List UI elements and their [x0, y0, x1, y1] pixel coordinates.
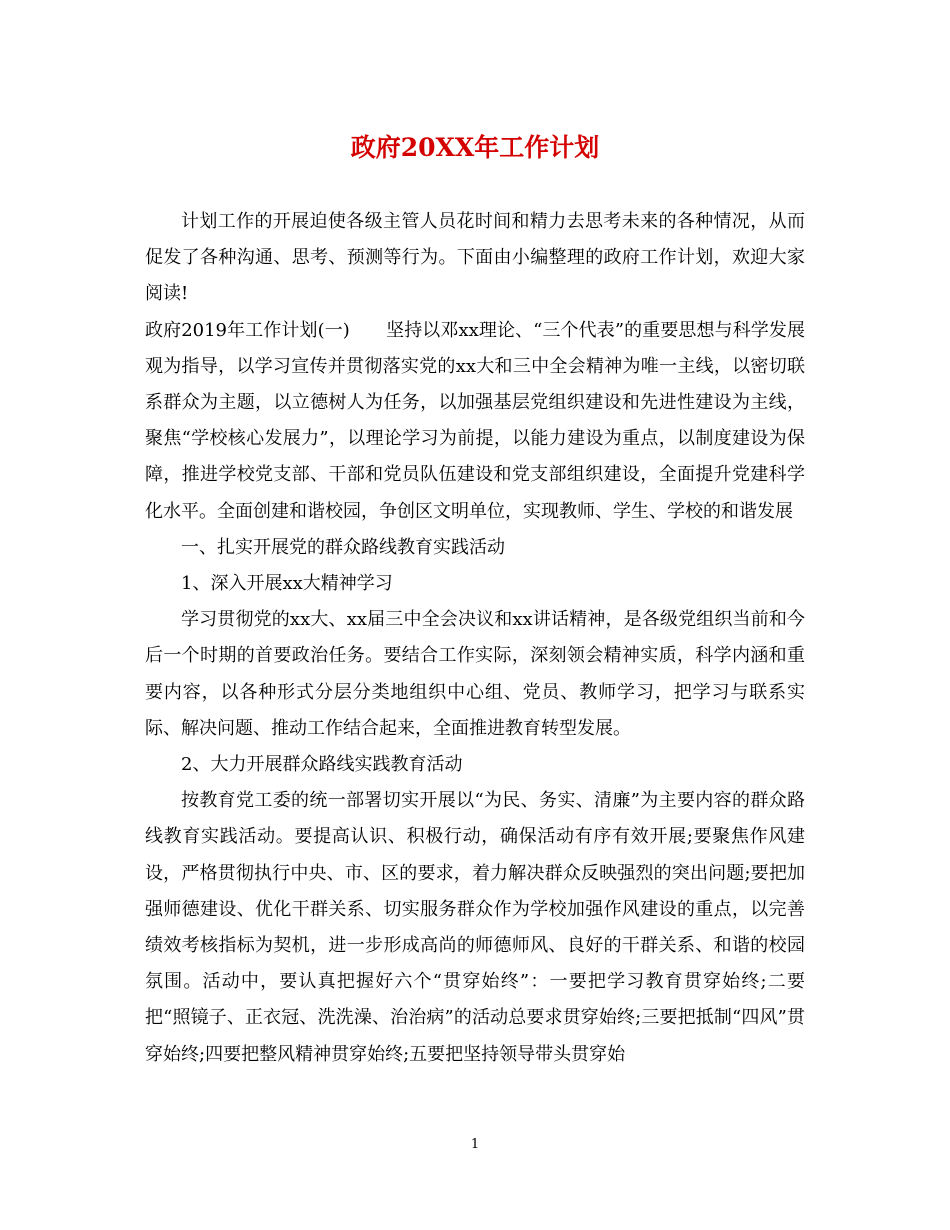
document-title: 政府20XX年工作计划	[350, 133, 600, 162]
section-heading-1: 一、扎实开展党的群众路线教育实践活动	[181, 536, 505, 558]
body-paragraph-2: 按教育党工委的统一部署切实开展以“为民、务实、清廉”为主要内容的群众路线教育实践活动。要提高认识、积极行动，确保活动有序有效开展;要聚焦作风建设，严格贯彻执行中央、市、区的要求，着力解决群众反映强烈的突出问题;要把加强师德建设、优化干群关系、切实服务群众作为学校加强作风建设的重点，以完善绩效考核指标为契机，进一步形成高尚的师德师风、良好的干群关系、和谐的校园氛围。活动中，要认真把握好六个“贯穿始终”：一要把学习教育贯穿始终;二要把“照镜子、正衣冠、洗洗澡、治治病”的活动总要求贯穿始终;三要把抵制“四风”贯穿始终;四要把整风精神贯穿始终;五要把坚持领导带头贯穿始	[145, 790, 805, 1065]
intro-paragraph: 计划工作的开展迫使各级主管人员花时间和精力去思考未来的各种情况，从而促发了各种沟通、思考、预测等行为。下面由小编整理的政府工作计划，欢迎大家阅读!	[145, 211, 805, 305]
document-body	[145, 204, 805, 1073]
subsection-heading-2: 2、大力开展群众路线实践教育活动	[181, 754, 463, 776]
body-paragraph-1: 学习贯彻党的xx大、xx届三中全会决议和xx讲话精神，是各级党组织当前和今后一个时期的首要政治任务。要结合工作实际，深刻领会精神实质，科学内涵和重要内容，以各种形式分层分类地组织中心组、党员、教师学习，把学习与联系实际、解决问题、推动工作结合起来，全面推进教育转型发展。	[145, 609, 805, 739]
plan-intro-paragraph: 政府2019年工作计划(一) 坚持以邓xx理论、“三个代表”的重要思想与科学发展观为指导，以学习宣传并贯彻落实党的xx大和三中全会精神为唯一主线，以密切联系群众为主题，以立德树人为任务，以加强基层党组织建设和先进性建设为主线，聚焦“学校核心发展力”，以理论学习为前提，以能力建设为重点，以制度建设为保障，推进学校党支部、干部和党员队伍建设和党支部组织建设，全面提升党建科学化水平。全面创建和谐校园，争创区文明单位，实现教师、学生、学校的和谐发展	[145, 319, 805, 522]
subsection-heading-1: 1、深入开展xx大精神学习	[181, 573, 393, 595]
page-number: 1	[470, 1137, 480, 1152]
